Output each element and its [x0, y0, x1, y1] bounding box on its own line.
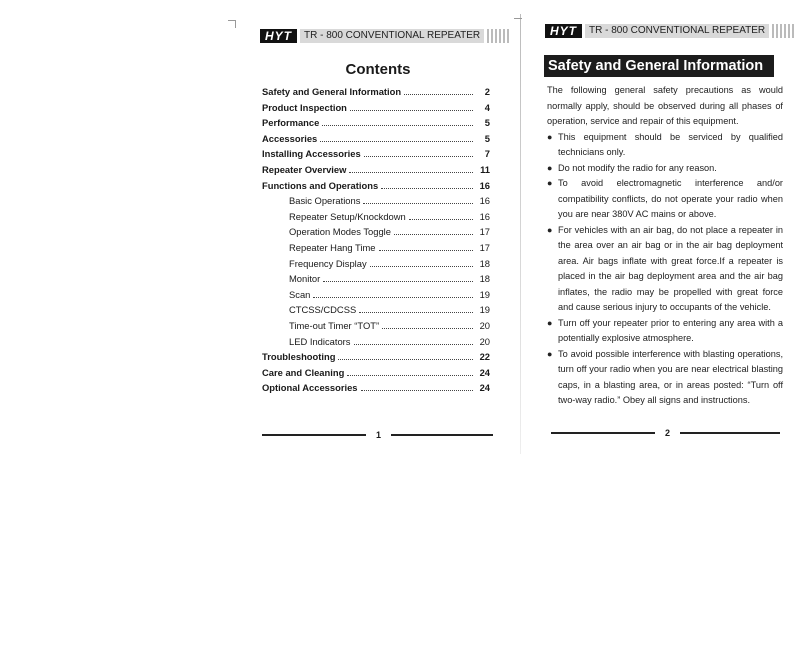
dot-leader — [361, 390, 473, 391]
dot-leader — [323, 281, 473, 282]
toc-entry-page: 16 — [479, 179, 490, 191]
dot-leader — [322, 125, 473, 126]
section-body — [547, 83, 783, 409]
safety-bullet — [547, 347, 783, 409]
right-page-footer — [551, 427, 780, 439]
toc-entry — [262, 320, 490, 336]
toc-entry-page: 17 — [479, 226, 490, 238]
right-page-header — [545, 23, 794, 39]
toc-entry — [262, 86, 490, 102]
toc-entry-label: Performance — [262, 117, 320, 129]
dot-leader — [409, 219, 473, 220]
toc-entry-label: CTCSS/CDCSS — [289, 304, 357, 316]
bullet-dot-icon: ● — [547, 317, 553, 328]
safety-bullet — [547, 161, 783, 177]
bullet-dot-icon: ● — [547, 178, 553, 188]
toc-entry-label: Functions and Operations — [262, 179, 379, 191]
contents-title: Contents — [345, 61, 411, 78]
dot-leader — [338, 359, 473, 360]
toc-entry — [262, 133, 490, 149]
intro-paragraph: The following general safety precautions as would normally apply, should be observed during all phases of operation, service and repair of this equipment. — [547, 85, 783, 126]
dot-leader — [347, 375, 473, 376]
dot-leader — [382, 328, 473, 329]
left-page-header — [260, 28, 509, 44]
dot-leader — [363, 203, 473, 204]
toc-entry-page: 7 — [484, 148, 490, 160]
toc-entry-page: 5 — [484, 132, 490, 144]
toc-entry — [262, 273, 490, 289]
toc-entry-page: 24 — [479, 382, 490, 394]
toc-entry — [262, 164, 490, 180]
safety-bullet — [547, 176, 783, 223]
toc-entry-label: Optional Accessories — [262, 382, 358, 394]
toc-entry — [262, 304, 490, 320]
bullet-text: For vehicles with an air bag, do not place a repeater in the area over an air bag or in the air bag deployment area. Air bags inflate with great force.If a repeater is placed in the air bag deployment area and the air bag inflates, the radio may be propelled with great force and cause serious injury to occupants of the vehicle. — [558, 224, 783, 312]
toc-entry-label: Accessories — [262, 132, 318, 144]
toc-entry — [262, 195, 490, 211]
left-page-footer — [262, 429, 493, 441]
toc-entry-label: Product Inspection — [262, 101, 347, 113]
toc-entry-page: 19 — [479, 288, 490, 300]
bullet-dot-icon: ● — [547, 131, 553, 142]
toc-entry-page: 16 — [479, 195, 490, 207]
toc-entry-page: 18 — [479, 257, 490, 269]
dot-leader — [354, 344, 474, 345]
toc-entry-page: 16 — [479, 210, 490, 222]
footer-rule — [391, 434, 493, 436]
dot-leader — [313, 297, 473, 298]
bullet-text: This equipment should be serviced by qualified technicians only. — [558, 131, 783, 157]
toc-entry-label: Monitor — [289, 273, 321, 285]
toc-entry-label: Time-out Timer “TOT” — [289, 319, 380, 331]
toc-entry-page: 18 — [479, 273, 490, 285]
bullet-dot-icon: ● — [547, 162, 553, 173]
dot-leader — [350, 110, 473, 111]
toc-entry-label: LED Indicators — [289, 335, 351, 347]
toc-entry-page: 4 — [484, 101, 490, 113]
dot-leader — [394, 234, 473, 235]
dot-leader — [320, 141, 473, 142]
toc-entry-page: 19 — [479, 304, 490, 316]
toc-entry-label: Repeater Setup/Knockdown — [289, 210, 406, 222]
toc-entry-label: Operation Modes Toggle — [289, 226, 391, 238]
dot-leader — [379, 250, 473, 251]
bullet-dot-icon: ● — [547, 348, 553, 359]
toc-entry — [262, 367, 490, 383]
dot-leader — [404, 94, 473, 95]
toc-entry-page: 20 — [479, 335, 490, 347]
toc-entry-label: Basic Operations — [289, 195, 361, 207]
toc-entry-page: 22 — [479, 351, 490, 363]
table-of-contents — [262, 86, 490, 398]
footer-rule — [680, 432, 780, 434]
hyt-logo: HYT — [545, 24, 582, 38]
toc-entry — [262, 351, 490, 367]
toc-entry-page: 2 — [484, 86, 490, 97]
dot-leader — [381, 188, 473, 189]
dot-leader — [364, 156, 473, 157]
bullet-text: Do not modify the radio for any reason. — [558, 162, 717, 173]
page-number: 2 — [665, 428, 671, 438]
toc-entry — [262, 148, 490, 164]
toc-entry — [262, 102, 490, 118]
toc-entry-label: Repeater Hang Time — [289, 241, 376, 253]
safety-bullet — [547, 130, 783, 161]
toc-entry — [262, 382, 490, 398]
header-decoration — [772, 24, 794, 38]
safety-bullet — [547, 223, 783, 316]
header-decoration — [487, 29, 509, 43]
toc-entry — [262, 226, 490, 242]
bullet-text: To avoid possible interference with blasting operations, turn off your radio when you are near electrical blasting caps, in a blasting area, or in areas posted: “Turn off two-way radio.” Obey all signs and instructions. — [558, 348, 783, 405]
toc-entry-page: 20 — [479, 319, 490, 331]
toc-entry — [262, 211, 490, 227]
toc-entry — [262, 242, 490, 258]
toc-entry-page: 17 — [479, 241, 490, 253]
toc-entry — [262, 117, 490, 133]
toc-entry-label: Frequency Display — [289, 257, 367, 269]
safety-bullet-list — [547, 130, 783, 409]
toc-entry-label: Installing Accessories — [262, 148, 361, 160]
toc-entry-label: Care and Cleaning — [262, 366, 345, 378]
footer-rule — [262, 434, 366, 436]
footer-rule — [551, 432, 655, 434]
dot-leader — [370, 266, 473, 267]
toc-entry-page: 5 — [484, 117, 490, 129]
section-title: Safety and General Information — [544, 55, 774, 77]
crop-mark — [235, 20, 236, 28]
toc-entry — [262, 258, 490, 274]
bullet-dot-icon: ● — [547, 224, 553, 235]
dot-leader — [349, 172, 473, 173]
toc-entry-label: Safety and General Information — [262, 86, 402, 97]
toc-entry-label: Repeater Overview — [262, 163, 347, 175]
header-title: TR - 800 CONVENTIONAL REPEATER — [300, 29, 484, 43]
crop-mark — [514, 18, 522, 19]
hyt-logo: HYT — [260, 29, 297, 43]
toc-entry-page: 11 — [480, 163, 490, 175]
bullet-text: Turn off your repeater prior to entering any area with a potentially explosive atmosphere. — [558, 317, 783, 343]
page-number: 1 — [376, 430, 382, 440]
bullet-text: To avoid electromagnetic interference and/or compatibility conflicts, do not operate your radio when you are near 380V AC mains or above. — [558, 178, 783, 219]
toc-entry — [262, 180, 490, 196]
page-fold — [520, 14, 521, 454]
toc-entry — [262, 289, 490, 305]
toc-entry-page: 24 — [479, 366, 490, 378]
safety-bullet — [547, 316, 783, 347]
dot-leader — [359, 312, 473, 313]
toc-entry-label: Troubleshooting — [262, 351, 336, 363]
toc-entry — [262, 336, 490, 352]
header-title: TR - 800 CONVENTIONAL REPEATER — [585, 24, 769, 38]
toc-entry-label: Scan — [289, 288, 311, 300]
